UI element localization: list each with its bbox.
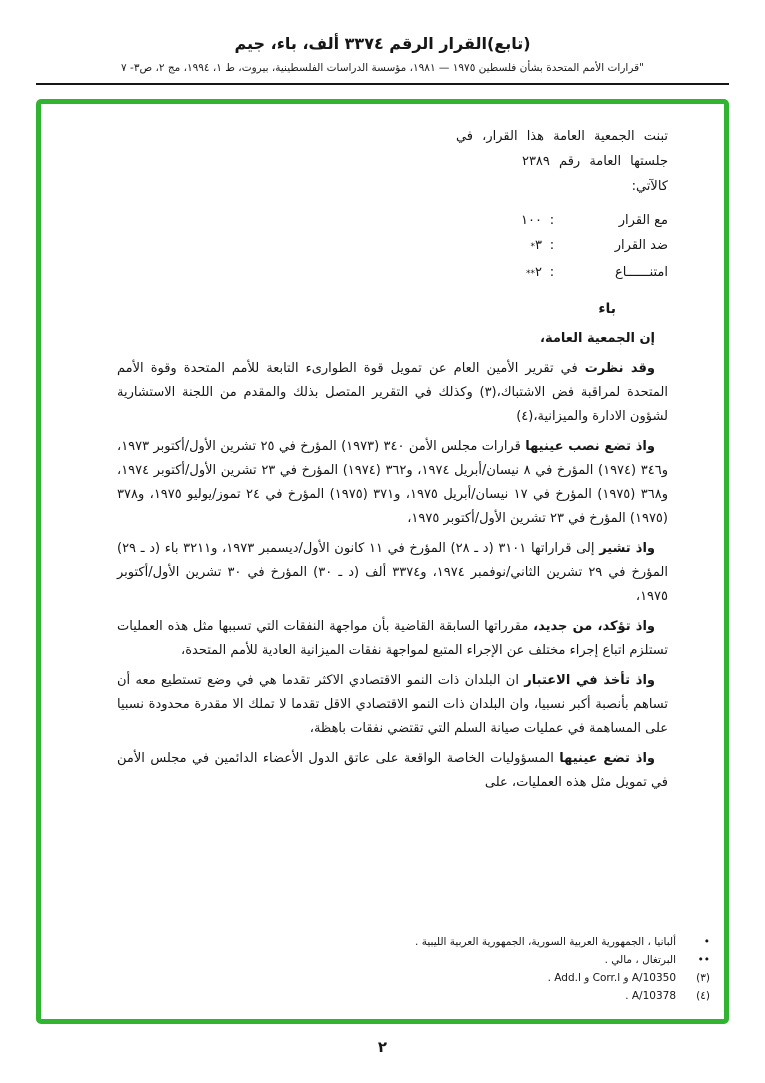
footnote-text: A/10350 و Corr.l و Add.l . xyxy=(547,972,676,984)
vote-tally xyxy=(117,208,668,287)
preamble-paragraph xyxy=(117,669,668,741)
vote-colon: : xyxy=(549,238,555,253)
header-divider xyxy=(36,83,729,85)
paragraph-lead: واذ تشير xyxy=(599,541,655,556)
paragraph-text: ان البلدان ذات النمو الاقتصادي الاكثر تقدما هي في وضع تستطيع معه أن تساهم بأنصبة أكبر نسبيا، وان البلدان ذات النمو الاقتصادي الاقل تقدما لا تملك الا مقدرة محدودة نسبيا على المساهمة في عمليات صيانة السلم التي تقتضي نفقات باهظة، xyxy=(117,673,668,736)
section-heading-baa: باء xyxy=(598,301,616,317)
footnote-text: ألبانيا ، الجمهورية العربية السورية، الجمهورية العربية الليبية . xyxy=(415,936,676,948)
paragraph-text: مقرراتها السابقة القاضية بأن مواجهة النفقات التي تسببها مثل هذه العمليات تستلزم اتباع إجراء مختلف عن الإجراء المتبع لمواجهة نفقات الميزانية العادية للأمم المتحدة، xyxy=(117,619,668,658)
preamble-paragraph xyxy=(117,435,668,531)
adoption-line: كالآتي: xyxy=(631,179,668,194)
footnote xyxy=(117,951,710,969)
paragraph-lead: واذ تأخذ في الاعتبار xyxy=(524,673,655,688)
vote-label: ضد القرار xyxy=(614,238,668,253)
vote-footnote-marker: ** xyxy=(526,269,536,279)
paragraph-lead: واذ تؤكد، من جديد، xyxy=(533,619,655,634)
vote-label: امتنــــــاع xyxy=(615,265,668,280)
paragraph-text: المسؤوليات الخاصة الواقعة على عاتق الدول الأعضاء الدائمين في مجلس الأمن في تمويل مثل هذه العمليات، على xyxy=(117,751,668,790)
vote-colon: : xyxy=(549,265,555,280)
vote-line-abstain xyxy=(117,260,668,287)
source-citation: "قرارات الأمم المتحدة بشأن فلسطين ١٩٧٥ — ١٩٨١، مؤسسة الدراسات الفلسطينية، بيروت، ط ١، ١٩٩٤، مج ٢، ص٣- ٧ xyxy=(121,62,644,74)
page-header xyxy=(0,34,765,85)
paragraph-lead: إن الجمعية العامة، xyxy=(540,331,655,346)
footnote-text: A/10378 . xyxy=(625,990,676,1002)
footnote-text: البرتغال ، مالي . xyxy=(604,954,676,966)
vote-footnote-marker: * xyxy=(530,242,536,252)
footnote xyxy=(117,933,710,951)
footnote-marker: (٣) xyxy=(696,972,710,984)
footnote-marker: (٤) xyxy=(696,990,710,1002)
footnote xyxy=(117,969,710,987)
paragraph-text: في تقرير الأمين العام عن تمويل قوة الطوارىء التابعة للأمم المتحدة وقوة الأمم المتحدة لمراقبة فض الاشتباك،(٣) وكذلك في التقرير المتصل بذلك والمقدم من اللجنة الاستشارية لشؤون الادارة والميزانية،(٤) xyxy=(117,361,668,424)
vote-line-against xyxy=(117,233,668,260)
preamble-paragraph xyxy=(117,537,668,609)
preamble-paragraph xyxy=(117,327,668,351)
vote-label: مع القرار xyxy=(618,213,668,228)
footnotes xyxy=(117,933,710,1005)
paragraph-lead: واذ تضع عينيها xyxy=(559,751,655,766)
adoption-line: تبنت الجمعية العامة هذا القرار، في xyxy=(455,129,668,144)
adoption-note xyxy=(117,124,668,199)
vote-value: ٣ xyxy=(535,238,542,253)
vote-value: ١٠٠ xyxy=(521,213,542,228)
paragraph-text: قرارات مجلس الأمن ٣٤٠ (١٩٧٣) المؤرخ في ٢٥ تشرين الأول/أكتوبر ١٩٧٣، و٣٤٦ (١٩٧٤) المؤرخ في ٨ نيسان/أبريل ١٩٧٤، و٣٦٢ (١٩٧٤) المؤرخ في ٢٣ تشرين الأول/أكتوبر ١٩٧٤، و٣٦٨ (١٩٧٥) المؤرخ في ١٧ نيسان/أبريل ١٩٧٥، و٣٧١ (١٩٧٥) المؤرخ في ٢٤ تموز/يوليو ١٩٧٥، و٣٧٨ (١٩٧٥) المؤرخ في ٢٣ تشرين الأول/أكتوبر ١٩٧٥، xyxy=(117,439,668,526)
paragraph-lead: واذ تضع نصب عينيها xyxy=(525,439,655,454)
paragraph-lead: وقد نظرت xyxy=(584,361,655,376)
footnote-marker: •• xyxy=(697,954,710,966)
preamble-paragraph xyxy=(117,615,668,663)
footnote xyxy=(117,987,710,1005)
content-frame xyxy=(36,99,729,1024)
page-number: ٢ xyxy=(377,1038,388,1056)
adoption-line: جلستها العامة رقم ٢٣٨٩ xyxy=(521,154,668,169)
vote-colon: : xyxy=(549,213,555,228)
preamble-paragraph xyxy=(117,747,668,795)
document-title: (تابع)القرار الرقم ٣٣٧٤ ألف، باء، جيم xyxy=(234,34,531,53)
vote-value: ٢ xyxy=(535,265,542,280)
preamble-paragraph xyxy=(117,357,668,429)
footnote-marker: • xyxy=(703,936,710,948)
vote-line-for xyxy=(117,208,668,233)
paragraph-text: إلى قراراتها ٣١٠١ (د ـ ٢٨) المؤرخ في ١١ كانون الأول/ديسمبر ١٩٧٣، و٣٢١١ باء (د ـ ٢٩) المؤرخ في ٢٩ تشرين الثاني/نوفمبر ١٩٧٤، و٣٣٧٤ ألف (د ـ ٣٠) المؤرخ في ٣٠ تشرين الأول/أكتوبر ١٩٧٥، xyxy=(117,541,668,604)
